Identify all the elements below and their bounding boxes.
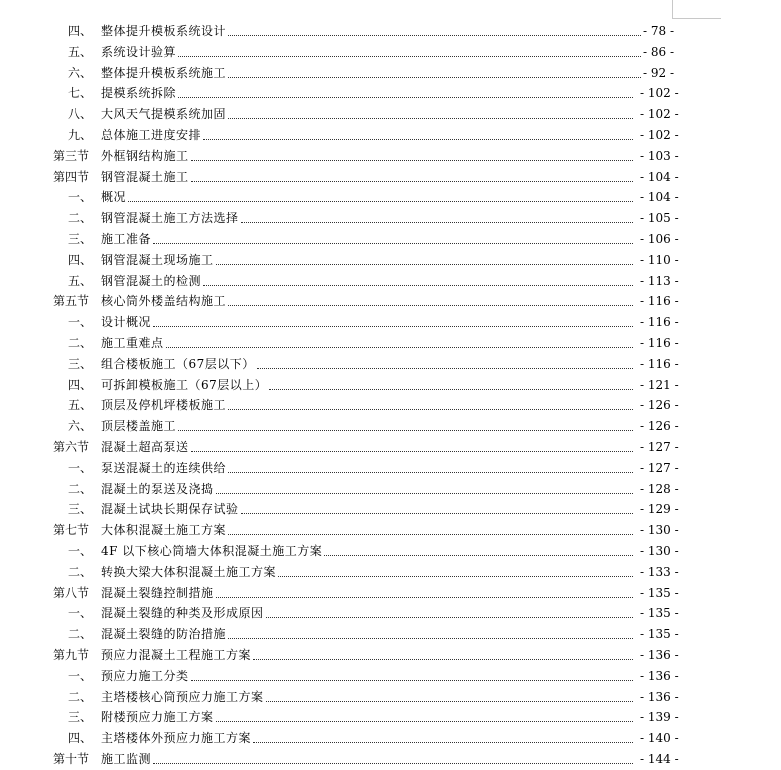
toc-entry-title: 整体提升模板系统设计: [101, 24, 227, 38]
toc-page-number: - 116 -: [640, 294, 679, 309]
toc-subsection-entry[interactable]: [0, 83, 781, 104]
toc-entry-number: 八、: [68, 107, 93, 122]
toc-page-number: - 136 -: [640, 668, 679, 683]
toc-page-number: - 113 -: [640, 273, 679, 288]
table-of-contents: [0, 21, 781, 770]
toc-subsection-entry[interactable]: [0, 42, 781, 63]
toc-subsection-entry[interactable]: [0, 603, 781, 624]
toc-page-number: - 102 -: [640, 86, 679, 101]
toc-dot-leader: [228, 35, 641, 36]
toc-entry-number: 五、: [68, 273, 93, 288]
toc-dot-leader: [153, 326, 633, 327]
toc-dot-leader: [253, 659, 633, 660]
toc-entry-title: 主塔楼核心筒预应力施工方案: [101, 689, 264, 704]
toc-entry-number: 二、: [68, 481, 93, 496]
toc-entry-title: 概况: [101, 190, 127, 205]
toc-page-number: - 130 -: [640, 543, 679, 558]
toc-entry-number: 一、: [68, 543, 93, 558]
toc-section-entry[interactable]: [0, 146, 781, 167]
toc-dot-leader: [216, 721, 633, 722]
toc-entry-title: 转换大梁大体积混凝土施工方案: [101, 564, 277, 579]
toc-entry-number: 第七节: [53, 523, 90, 538]
toc-dot-leader: [278, 576, 633, 577]
toc-entry-number: 五、: [68, 44, 93, 59]
toc-entry-number: 九、: [68, 127, 93, 142]
toc-subsection-entry[interactable]: [0, 666, 781, 687]
toc-entry-number: 四、: [68, 731, 93, 746]
toc-entry-title: 主塔楼体外预应力施工方案: [101, 731, 252, 746]
toc-page-number: - 106 -: [640, 231, 679, 246]
toc-entry-title: 总体施工进度安排: [101, 127, 202, 142]
toc-dot-leader: [228, 409, 633, 410]
toc-subsection-entry[interactable]: [0, 499, 781, 520]
toc-entry-number: 第八节: [53, 585, 90, 600]
toc-dot-leader: [191, 160, 633, 161]
toc-entry-number: 第六节: [53, 439, 90, 454]
toc-subsection-entry[interactable]: [0, 541, 781, 562]
toc-dot-leader: [266, 701, 633, 702]
toc-dot-leader: [228, 534, 633, 535]
toc-entry-number: 二、: [68, 335, 93, 350]
toc-entry-title: 大体积混凝土施工方案: [101, 523, 227, 538]
toc-subsection-entry[interactable]: [0, 458, 781, 479]
toc-page-number: - 126 -: [640, 419, 679, 434]
toc-dot-leader: [266, 617, 633, 618]
toc-page-number: - 133 -: [640, 564, 679, 579]
toc-page-number: - 139 -: [640, 710, 679, 725]
toc-dot-leader: [203, 285, 633, 286]
toc-page-number: - 135 -: [640, 606, 679, 621]
toc-section-entry[interactable]: [0, 749, 781, 770]
toc-dot-leader: [241, 222, 633, 223]
toc-dot-leader: [253, 742, 633, 743]
toc-entry-title: 钢管混凝土施工: [101, 169, 189, 184]
toc-page-number: - 116 -: [640, 335, 679, 350]
toc-page-number: - 135 -: [640, 585, 679, 600]
toc-page-number: - 129 -: [640, 502, 679, 517]
toc-entry-title: 混凝土的泵送及浇捣: [101, 481, 214, 496]
toc-entry-title: 混凝土裂缝的防治措施: [101, 627, 227, 642]
toc-entry-number: 四、: [68, 377, 93, 392]
toc-subsection-entry[interactable]: [0, 395, 781, 416]
toc-page-number: - 116 -: [640, 315, 679, 330]
toc-subsection-entry[interactable]: [0, 21, 781, 42]
toc-entry-number: 一、: [68, 315, 93, 330]
toc-entry-number: 三、: [68, 502, 93, 517]
toc-dot-leader: [269, 389, 633, 390]
toc-entry-title: 组合楼板施工（67层以下）: [101, 356, 255, 371]
toc-entry-number: 四、: [68, 24, 93, 38]
toc-subsection-entry[interactable]: [0, 624, 781, 645]
toc-entry-title: 4F 以下核心筒墙大体积混凝土施工方案: [101, 543, 323, 558]
toc-entry-number: 二、: [68, 564, 93, 579]
toc-entry-number: 六、: [68, 419, 93, 434]
toc-page-number: - 126 -: [640, 398, 679, 413]
toc-entry-title: 整体提升模板系统施工: [101, 65, 227, 80]
toc-section-entry[interactable]: [0, 583, 781, 604]
toc-entry-number: 第五节: [53, 294, 90, 309]
toc-entry-title: 顶层及停机坪楼板施工: [101, 398, 227, 413]
toc-dot-leader: [241, 513, 633, 514]
toc-page-number: - 92 -: [642, 65, 674, 80]
toc-dot-leader: [178, 97, 633, 98]
toc-dot-leader: [203, 139, 633, 140]
toc-section-entry[interactable]: [0, 645, 781, 666]
toc-subsection-entry[interactable]: [0, 707, 781, 728]
toc-entry-title: 施工准备: [101, 231, 152, 246]
toc-entry-title: 混凝土试块长期保存试验: [101, 502, 239, 517]
toc-subsection-entry[interactable]: [0, 333, 781, 354]
toc-page-number: - 104 -: [640, 190, 679, 205]
toc-subsection-entry[interactable]: [0, 250, 781, 271]
toc-entry-number: 第九节: [53, 647, 90, 662]
toc-dot-leader: [228, 77, 641, 78]
toc-entry-title: 设计概况: [101, 315, 152, 330]
toc-page-number: - 86 -: [642, 44, 674, 59]
toc-entry-title: 混凝土超高泵送: [101, 439, 189, 454]
toc-page-number: - 102 -: [640, 127, 679, 142]
toc-page-number: - 102 -: [640, 107, 679, 122]
toc-entry-number: 七、: [68, 86, 93, 101]
toc-entry-title: 预应力混凝土工程施工方案: [101, 647, 252, 662]
toc-entry-title: 混凝土裂缝的种类及形成原因: [101, 606, 264, 621]
toc-entry-title: 核心筒外楼盖结构施工: [101, 294, 227, 309]
toc-entry-title: 可拆卸模板施工（67层以上）: [101, 377, 268, 392]
toc-page-number: - 136 -: [640, 689, 679, 704]
toc-subsection-entry[interactable]: [0, 728, 781, 749]
toc-subsection-entry[interactable]: [0, 125, 781, 146]
toc-dot-leader: [153, 243, 633, 244]
toc-page-number: - 116 -: [640, 356, 679, 371]
toc-entry-title: 施工重难点: [101, 335, 164, 350]
toc-dot-leader: [153, 763, 633, 764]
toc-entry-number: 第三节: [53, 148, 90, 163]
toc-section-entry[interactable]: [0, 520, 781, 541]
toc-page-number: - 130 -: [640, 523, 679, 538]
toc-subsection-entry[interactable]: [0, 312, 781, 333]
toc-entry-number: 二、: [68, 211, 93, 226]
toc-entry-number: 一、: [68, 460, 93, 475]
toc-entry-number: 一、: [68, 190, 93, 205]
toc-entry-number: 二、: [68, 689, 93, 704]
toc-entry-number: 三、: [68, 231, 93, 246]
toc-section-entry[interactable]: [0, 167, 781, 188]
toc-dot-leader: [191, 181, 633, 182]
toc-entry-title: 钢管混凝土现场施工: [101, 252, 214, 267]
toc-dot-leader: [257, 368, 633, 369]
toc-dot-leader: [228, 638, 633, 639]
toc-page-number: - 78 -: [642, 24, 674, 38]
toc-entry-number: 一、: [68, 606, 93, 621]
toc-page-number: - 135 -: [640, 627, 679, 642]
toc-page-number: - 136 -: [640, 647, 679, 662]
toc-entry-title: 施工监测: [101, 751, 152, 766]
toc-entry-number: 六、: [68, 65, 93, 80]
toc-entry-number: 四、: [68, 252, 93, 267]
toc-subsection-entry[interactable]: [0, 229, 781, 250]
toc-page-number: - 104 -: [640, 169, 679, 184]
toc-subsection-entry[interactable]: [0, 271, 781, 292]
toc-entry-number: 第四节: [53, 169, 90, 184]
toc-entry-number: 一、: [68, 668, 93, 683]
toc-subsection-entry[interactable]: [0, 416, 781, 437]
toc-dot-leader: [191, 680, 633, 681]
toc-page-number: - 144 -: [640, 751, 679, 766]
toc-entry-title: 混凝土裂缝控制措施: [101, 585, 214, 600]
toc-dot-leader: [216, 493, 633, 494]
toc-dot-leader: [228, 118, 633, 119]
toc-entry-title: 钢管混凝土的检测: [101, 273, 202, 288]
toc-dot-leader: [216, 264, 633, 265]
toc-dot-leader: [178, 56, 641, 57]
toc-entry-number: 五、: [68, 398, 93, 413]
toc-dot-leader: [216, 597, 633, 598]
toc-page-number: - 121 -: [640, 377, 679, 392]
toc-page-number: - 140 -: [640, 731, 679, 746]
toc-dot-leader: [128, 201, 633, 202]
toc-subsection-entry[interactable]: [0, 63, 781, 84]
toc-entry-title: 泵送混凝土的连续供给: [101, 460, 227, 475]
toc-page-number: - 127 -: [640, 460, 679, 475]
toc-dot-leader: [178, 430, 633, 431]
toc-entry-title: 附楼预应力施工方案: [101, 710, 214, 725]
toc-subsection-entry[interactable]: [0, 354, 781, 375]
toc-entry-title: 钢管混凝土施工方法选择: [101, 211, 239, 226]
toc-dot-leader: [191, 451, 633, 452]
toc-subsection-entry[interactable]: [0, 562, 781, 583]
toc-dot-leader: [228, 305, 633, 306]
toc-entry-title: 外框钢结构施工: [101, 148, 189, 163]
toc-subsection-entry[interactable]: [0, 479, 781, 500]
toc-entry-title: 顶层楼盖施工: [101, 419, 177, 434]
toc-page-number: - 128 -: [640, 481, 679, 496]
toc-entry-number: 第十节: [53, 751, 90, 766]
toc-section-entry[interactable]: [0, 437, 781, 458]
toc-entry-title: 预应力施工分类: [101, 668, 189, 683]
toc-entry-number: 三、: [68, 710, 93, 725]
toc-page-number: - 105 -: [640, 211, 679, 226]
toc-dot-leader: [228, 472, 633, 473]
toc-subsection-entry[interactable]: [0, 187, 781, 208]
toc-entry-number: 二、: [68, 627, 93, 642]
toc-entry-number: 三、: [68, 356, 93, 371]
toc-page-number: - 127 -: [640, 439, 679, 454]
toc-page-number: - 103 -: [640, 148, 679, 163]
toc-section-entry[interactable]: [0, 291, 781, 312]
page-corner-mark: [672, 0, 721, 19]
toc-entry-title: 提模系统拆除: [101, 86, 177, 101]
toc-subsection-entry[interactable]: [0, 687, 781, 708]
toc-dot-leader: [166, 347, 633, 348]
toc-entry-title: 大风天气提模系统加固: [101, 107, 227, 122]
toc-subsection-entry[interactable]: [0, 104, 781, 125]
toc-entry-title: 系统设计验算: [101, 44, 177, 59]
toc-subsection-entry[interactable]: [0, 375, 781, 396]
toc-subsection-entry[interactable]: [0, 208, 781, 229]
toc-page-number: - 110 -: [640, 252, 679, 267]
toc-dot-leader: [324, 555, 633, 556]
